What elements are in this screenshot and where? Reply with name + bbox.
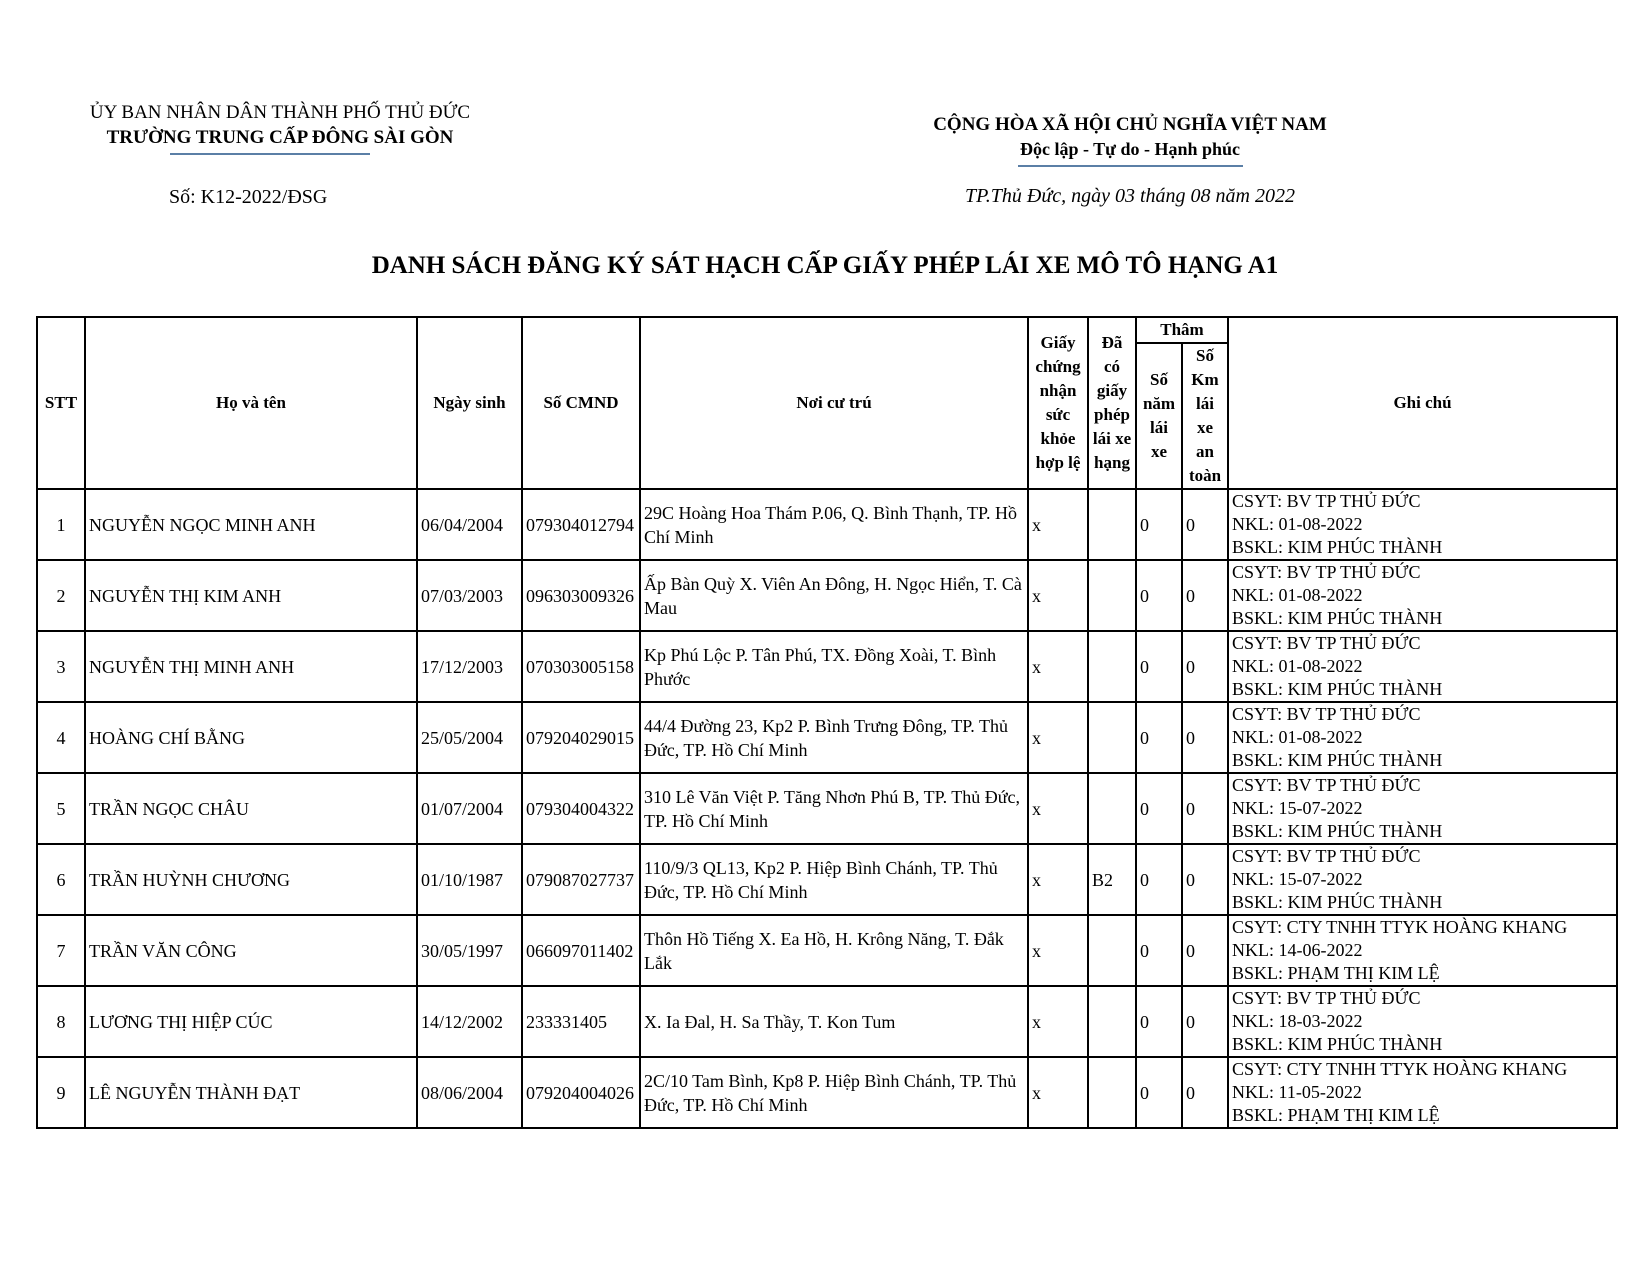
cell-dob: 06/04/2004 [417,489,522,560]
header-left [60,100,500,155]
cell-dob: 30/05/1997 [417,915,522,986]
cell-stt: 9 [37,1057,85,1128]
cell-name: LƯƠNG THỊ HIỆP CÚC [85,986,417,1057]
cell-stt: 5 [37,773,85,844]
cell-note [1228,489,1617,560]
note-line: BSKL: KIM PHÚC THÀNH [1232,892,1443,912]
note-line: NKL: 01-08-2022 [1232,585,1363,605]
cell-address: X. Ia Đal, H. Sa Thầy, T. Kon Tum [640,986,1028,1057]
cell-years: 0 [1136,631,1182,702]
note-line: NKL: 01-08-2022 [1232,727,1363,747]
cell-name: NGUYỄN THỊ MINH ANH [85,631,417,702]
national-motto: Độc lập - Tự do - Hạnh phúc [1019,139,1241,159]
cell-years: 0 [1136,773,1182,844]
note-line: BSKL: KIM PHÚC THÀNH [1232,537,1443,557]
note-line: CSYT: BV TP THỦ ĐỨC [1232,704,1421,724]
cell-note [1228,631,1617,702]
header-right [900,112,1360,167]
col-stt: STT [37,317,85,489]
table-row [37,489,1617,560]
note-line: NKL: 15-07-2022 [1232,798,1363,818]
table-row [37,986,1617,1057]
cell-stt: 8 [37,986,85,1057]
cell-id: 079204004026 [522,1057,640,1128]
cell-note [1228,560,1617,631]
note-line: BSKL: KIM PHÚC THÀNH [1232,821,1443,841]
cell-note [1228,1057,1617,1128]
cell-address: 2C/10 Tam Bình, Kp8 P. Hiệp Bình Chánh, TP. Thủ Đức, TP. Hồ Chí Minh [640,1057,1028,1128]
cell-years: 0 [1136,1057,1182,1128]
cell-license [1088,489,1136,560]
cell-health: x [1028,986,1088,1057]
table-row [37,631,1617,702]
note-line: CSYT: BV TP THỦ ĐỨC [1232,775,1421,795]
cell-dob: 14/12/2002 [417,986,522,1057]
cell-license: B2 [1088,844,1136,915]
note-line: CSYT: BV TP THỦ ĐỨC [1232,988,1421,1008]
cell-name: TRẦN VĂN CÔNG [85,915,417,986]
table-row [37,915,1617,986]
cell-license [1088,1057,1136,1128]
cell-km: 0 [1182,702,1228,773]
cell-years: 0 [1136,986,1182,1057]
note-line: BSKL: KIM PHÚC THÀNH [1232,750,1443,770]
document-title: DANH SÁCH ĐĂNG KÝ SÁT HẠCH CẤP GIẤY PHÉP LÁI XE MÔ TÔ HẠNG A1 [371,252,1279,279]
note-line: NKL: 01-08-2022 [1232,514,1363,534]
cell-note [1228,915,1617,986]
cell-km: 0 [1182,986,1228,1057]
cell-dob: 17/12/2003 [417,631,522,702]
cell-health: x [1028,1057,1088,1128]
registration-table [36,316,1618,1129]
note-line: CSYT: BV TP THỦ ĐỨC [1232,633,1421,653]
cell-address: Kp Phú Lộc P. Tân Phú, TX. Đồng Xoài, T. Bình Phước [640,631,1028,702]
cell-dob: 07/03/2003 [417,560,522,631]
cell-address: Thôn Hồ Tiếng X. Ea Hồ, H. Krông Năng, T. Đắk Lắk [640,915,1028,986]
note-line: BSKL: KIM PHÚC THÀNH [1232,679,1443,699]
note-line: BSKL: KIM PHÚC THÀNH [1232,1034,1443,1054]
col-km: Số Km lái xe an toàn [1182,343,1228,489]
cell-note [1228,702,1617,773]
cell-note [1228,986,1617,1057]
cell-address: Ấp Bàn Quỳ X. Viên An Đông, H. Ngọc Hiển, T. Cà Mau [640,560,1028,631]
table-row [37,773,1617,844]
note-line: BSKL: KIM PHÚC THÀNH [1232,608,1443,628]
cell-stt: 2 [37,560,85,631]
cell-km: 0 [1182,773,1228,844]
cell-dob: 01/07/2004 [417,773,522,844]
col-years: Số năm lái xe [1136,343,1182,489]
note-line: CSYT: BV TP THỦ ĐỨC [1232,846,1421,866]
cell-id: 079087027737 [522,844,640,915]
note-line: NKL: 11-05-2022 [1232,1082,1362,1102]
cell-address: 29C Hoàng Hoa Thám P.06, Q. Bình Thạnh, TP. Hồ Chí Minh [640,489,1028,560]
cell-license [1088,773,1136,844]
col-dob: Ngày sinh [417,317,522,489]
table-row [37,560,1617,631]
cell-health: x [1028,702,1088,773]
motto-underline [1018,165,1243,167]
cell-km: 0 [1182,560,1228,631]
cell-stt: 1 [37,489,85,560]
col-license: Đã có giấy phép lái xe hạng [1088,317,1136,489]
cell-years: 0 [1136,702,1182,773]
cell-years: 0 [1136,844,1182,915]
school-name: TRƯỜNG TRUNG CẤP ĐÔNG SÀI GÒN [106,127,454,148]
cell-name: TRẦN NGỌC CHÂU [85,773,417,844]
cell-address: 44/4 Đường 23, Kp2 P. Bình Trưng Đông, TP. Thủ Đức, TP. Hồ Chí Minh [640,702,1028,773]
cell-license [1088,702,1136,773]
cell-health: x [1028,631,1088,702]
cell-note [1228,844,1617,915]
cell-health: x [1028,560,1088,631]
col-address: Nơi cư trú [640,317,1028,489]
cell-address: 110/9/3 QL13, Kp2 P. Hiệp Bình Chánh, TP. Thủ Đức, TP. Hồ Chí Minh [640,844,1028,915]
cell-name: LÊ NGUYỄN THÀNH ĐẠT [85,1057,417,1128]
note-line: NKL: 01-08-2022 [1232,656,1363,676]
school-underline [170,153,370,155]
cell-dob: 25/05/2004 [417,702,522,773]
cell-dob: 08/06/2004 [417,1057,522,1128]
cell-name: NGUYỄN THỊ KIM ANH [85,560,417,631]
note-line: CSYT: BV TP THỦ ĐỨC [1232,562,1421,582]
col-note: Ghi chú [1228,317,1617,489]
note-line: BSKL: PHẠM THỊ KIM LỆ [1232,1105,1440,1125]
cell-health: x [1028,844,1088,915]
cell-km: 0 [1182,915,1228,986]
note-line: NKL: 14-06-2022 [1232,940,1363,960]
cell-health: x [1028,489,1088,560]
cell-km: 0 [1182,1057,1228,1128]
cell-id: 066097011402 [522,915,640,986]
cell-stt: 4 [37,702,85,773]
table-row [37,702,1617,773]
cell-id: 079304004322 [522,773,640,844]
table-row [37,844,1617,915]
col-id: Số CMND [522,317,640,489]
cell-health: x [1028,773,1088,844]
col-name: Họ và tên [85,317,417,489]
note-line: CSYT: CTY TNHH TTYK HOÀNG KHANG [1232,917,1568,937]
place-date: TP.Thủ Đức, ngày 03 tháng 08 năm 2022 [965,185,1295,207]
cell-years: 0 [1136,560,1182,631]
col-tham: Thâm [1136,317,1228,343]
cell-health: x [1028,915,1088,986]
cell-name: NGUYỄN NGỌC MINH ANH [85,489,417,560]
authority-name: ỦY BAN NHÂN DÂN THÀNH PHỐ THỦ ĐỨC [89,102,471,123]
note-line: BSKL: PHẠM THỊ KIM LỆ [1232,963,1440,983]
cell-dob: 01/10/1987 [417,844,522,915]
nation-name: CỘNG HÒA XÃ HỘI CHỦ NGHĨA VIỆT NAM [933,114,1327,135]
document-number: Số: K12-2022/ĐSG [169,186,328,208]
cell-id: 079204029015 [522,702,640,773]
cell-years: 0 [1136,915,1182,986]
cell-name: TRẦN HUỲNH CHƯƠNG [85,844,417,915]
cell-license [1088,915,1136,986]
note-line: CSYT: BV TP THỦ ĐỨC [1232,491,1421,511]
note-line: NKL: 15-07-2022 [1232,869,1363,889]
cell-license [1088,560,1136,631]
cell-stt: 7 [37,915,85,986]
cell-km: 0 [1182,631,1228,702]
note-line: CSYT: CTY TNHH TTYK HOÀNG KHANG [1232,1059,1568,1079]
cell-km: 0 [1182,489,1228,560]
cell-id: 079304012794 [522,489,640,560]
cell-license [1088,631,1136,702]
cell-name: HOÀNG CHÍ BẰNG [85,702,417,773]
cell-id: 096303009326 [522,560,640,631]
col-health: Giấy chứng nhận sức khỏe hợp lệ [1028,317,1088,489]
cell-km: 0 [1182,844,1228,915]
cell-id: 233331405 [522,986,640,1057]
cell-address: 310 Lê Văn Việt P. Tăng Nhơn Phú B, TP. Thủ Đức, TP. Hồ Chí Minh [640,773,1028,844]
table-row [37,1057,1617,1128]
note-line: NKL: 18-03-2022 [1232,1011,1363,1031]
cell-note [1228,773,1617,844]
cell-license [1088,986,1136,1057]
cell-stt: 6 [37,844,85,915]
cell-years: 0 [1136,489,1182,560]
header-row [37,317,1617,343]
cell-stt: 3 [37,631,85,702]
cell-id: 070303005158 [522,631,640,702]
